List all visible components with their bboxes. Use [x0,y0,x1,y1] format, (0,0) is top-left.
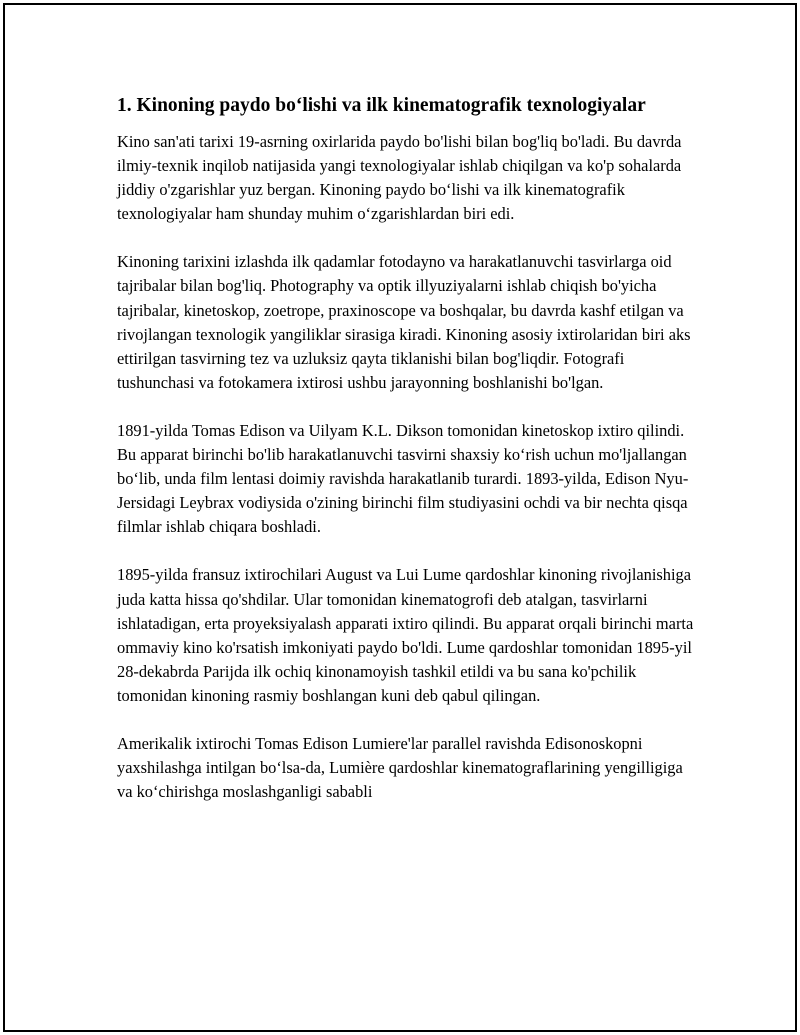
document-body [117,92,697,828]
paragraph-3: 1891-yilda Tomas Edison va Uilyam K.L. Dikson tomonidan kinetoskop ixtiro qilindi. Bu apparat birinchi bo'lib harakatlanuvchi tasvirni shaxsiy ko‘rish uchun mo'ljallangan bo‘lib, unda film lentasi doimiy ravishda harakatlanib turardi. 1893-yilda, Edison Nyu-Jersidagi Leybrax vodiysida o'zining birinchi film studiyasini ochdi va bir nechta qisqa filmlar ishlab chiqara boshladi. [117,420,689,537]
paragraph-2: Kinoning tarixini izlashda ilk qadamlar fotodayno va harakatlanuvchi tasvirlarga oid tajribalar bilan bog'liq. Photography va optik illyuziyalarni ishlab chiqish bo'yicha tajribalar, kinetoskop, zoetrope, praxinoscope va boshqalar, bu davrda kashf etilgan va rivojlangan texnologik yangiliklar sirasiga kiradi. Kinoning asosiy ixtirolaridan biri aks ettirilgan tasvirning tez va uzluksiz qayta tiklanishi bilan bog'liqdir. Fotografi tushunchasi va fotokamera ixtirosi ushbu jarayonning boshlanishi bo'lgan. [117,252,691,392]
paragraph-5: Amerikalik ixtirochi Tomas Edison Lumiere'lar parallel ravishda Edisonoskopni yaxshilashga intilgan bo‘lsa-da, Lumière qardoshlar kinematograflarining yengilligiga va ko‘chirishga moslashganligi sababli [117,733,683,802]
paragraph-4: 1895-yilda fransuz ixtirochilari August va Lui Lume qardoshlar kinoning rivojlanishiga juda katta hissa qo'shdilar. Ular tomonidan kinematogrofi deb atalgan, tasvirlarni ishlatadigan, erta proyeksiyalash apparati ixtiro qilindi. Bu apparat orqali birinchi marta ommaviy kino ko'rsatish imkoniyati paydo bo'ldi. Lume qardoshlar tomonidan 1895-yil 28-dekabrda Parijda ilk ochiq kinonamoyish tashkil etildi va bu sana ko'pchilik tomonidan kinoning rasmiy boshlangan kuni deb qabul qilingan. [117,565,694,705]
paragraph-1: Kino san'ati tarixi 19-asrning oxirlarida paydo bo'lishi bilan bog'liq bo'ladi. Bu davrda ilmiy-texnik inqilob natijasida yangi texnologiyalar ishlab chiqilgan va ko'p sohalarda jiddiy o'zgarishlar yuz bergan. Kinoning paydo bo‘lishi va ilk kinematografik texnologiyalar ham shunday muhim o‘zgarishlardan biri edi. [117,132,682,224]
section-heading: 1. Kinoning paydo bo‘lishi va ilk kinematografik texnologiyalar [117,95,646,116]
